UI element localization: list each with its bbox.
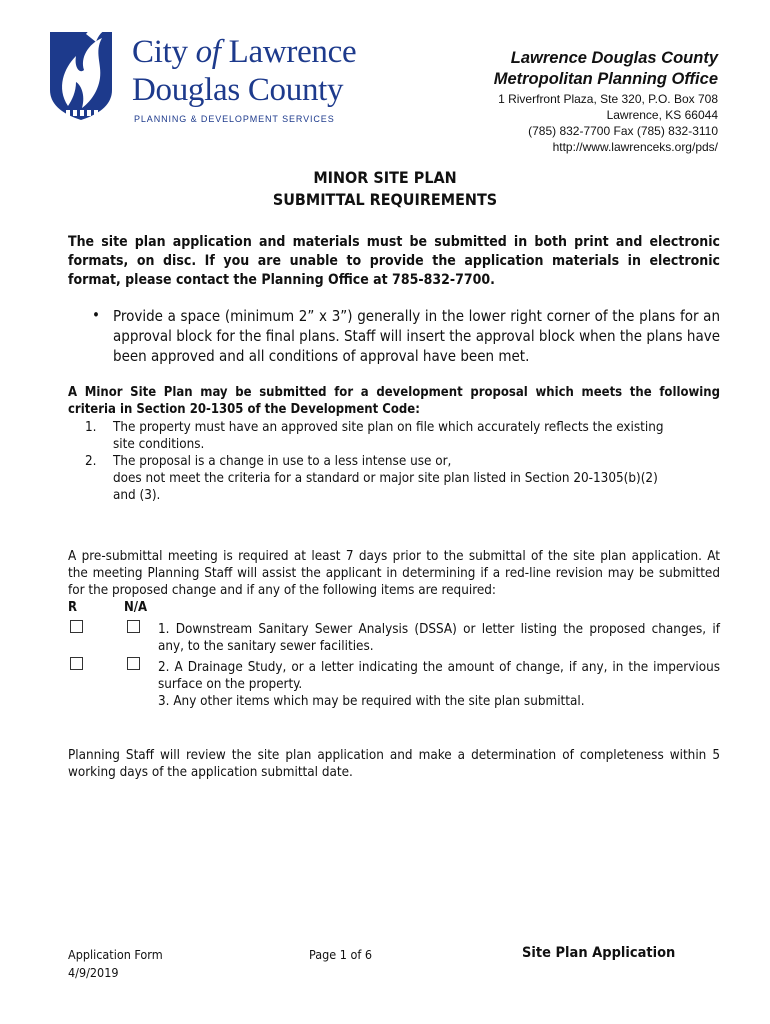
criteria-heading	[68, 384, 720, 418]
criteria-line-2: criteria in Section 20-1305 of the Development Code:	[68, 402, 420, 417]
required-item-2	[158, 659, 720, 711]
page-title	[0, 167, 770, 211]
bullet-line-1: Provide a space (minimum 2” x 3”) generally in the lower right corner of the plans for an	[113, 307, 720, 325]
office-name-1: Lawrence Douglas County	[510, 49, 718, 67]
checkbox-na-2[interactable]	[127, 657, 140, 670]
criteria-num-1: 1.	[85, 420, 97, 435]
checkbox-na-1[interactable]	[127, 620, 140, 633]
required-item-1-line-1: 1. Downstream Sanitary Sewer Analysis (DSSA) or letter listing the proposed changes, if	[158, 622, 720, 637]
office-address-1: 1 Riverfront Plaza, Ste 320, P.O. Box 708	[498, 92, 718, 106]
criteria-item-1	[113, 419, 713, 453]
footer-form-info	[68, 946, 163, 982]
city-logo	[46, 22, 357, 132]
meeting-line-2: the meeting Planning Staff will assist the applicant in determining if a red-line revision may be submitted	[68, 566, 720, 582]
intro-line-3: format, please contact the Planning Office at 785-832-7700.	[68, 272, 495, 288]
office-phone: (785) 832-7700 Fax (785) 832-3110	[528, 124, 718, 138]
office-name-2: Metropolitan Planning Office	[493, 70, 718, 88]
intro-line-1: The site plan application and materials must be submitted in both print and electronic	[68, 234, 720, 250]
review-line-1: Planning Staff will review the site plan application and make a determination of completeness within 5	[68, 748, 720, 763]
logo-of: of	[195, 34, 221, 70]
column-header-r: R	[68, 600, 78, 615]
column-header-na: N/A	[124, 600, 148, 615]
meeting-line-3: for the proposed change and if any of the following items are required:	[68, 583, 496, 599]
bullet-marker: •	[92, 306, 100, 324]
required-item-2-line-2: surface on the property.	[158, 677, 303, 693]
required-item-3-line-1: 3. Any other items which may be required with the site plan submittal.	[158, 694, 585, 710]
office-url[interactable]: http://www.lawrenceks.org/pds/	[552, 140, 718, 154]
criteria-item-2-line-1: The proposal is a change in use to a less intense use or,	[113, 454, 452, 469]
criteria-item-2-line-2: does not meet the criteria for a standard or major site plan listed in Section 20-1305(b)(2)	[113, 471, 658, 487]
criteria-item-2-line-3: and (3).	[113, 488, 161, 504]
title-line-1: MINOR SITE PLAN	[313, 168, 457, 187]
logo-subtitle: PLANNING & DEVELOPMENT SERVICES	[134, 114, 335, 124]
logo-line-city	[132, 34, 356, 70]
meeting-line-1: A pre-submittal meeting is required at least 7 days prior to the submittal of the site plan application. At	[68, 549, 720, 564]
office-address-2: Lawrence, KS 66044	[606, 108, 718, 122]
bullet-line-2: approval block for the final plans. Staff will insert the approval block when the plans have	[113, 327, 720, 345]
criteria-line-1: A Minor Site Plan may be submitted for a development proposal which meets the following	[68, 385, 720, 400]
flame-emblem-icon	[46, 22, 116, 124]
required-item-2-line-1: 2. A Drainage Study, or a letter indicating the amount of change, if any, in the impervious	[158, 660, 720, 675]
review-line-2: working days of the application submittal date.	[68, 765, 353, 781]
footer-page-number: Page 1 of 6	[309, 947, 373, 962]
footer-doc-title: Site Plan Application	[522, 945, 676, 961]
logo-lawrence: Lawrence	[220, 34, 357, 70]
intro-line-2: formats, on disc. If you are unable to provide the application materials in electronic	[68, 253, 720, 269]
checkbox-r-1[interactable]	[70, 620, 83, 633]
criteria-num-2: 2.	[85, 454, 97, 469]
footer-date: 4/9/2019	[68, 965, 119, 980]
logo-city: City	[132, 34, 196, 70]
criteria-item-1-line-1: The property must have an approved site plan on file which accurately reflects the existing	[113, 420, 664, 435]
criteria-item-1-line-2: site conditions.	[113, 437, 205, 453]
review-paragraph	[68, 747, 720, 781]
required-item-1	[158, 621, 720, 655]
footer-form-label: Application Form	[68, 947, 163, 962]
intro-paragraph	[68, 233, 720, 290]
criteria-item-2	[113, 453, 713, 505]
bullet-line-3: been approved and all conditions of approval have been met.	[113, 347, 530, 365]
checkbox-r-2[interactable]	[70, 657, 83, 670]
office-block	[418, 48, 718, 155]
title-line-2: SUBMITTAL REQUIREMENTS	[272, 190, 498, 209]
meeting-paragraph	[68, 548, 720, 600]
required-item-1-line-2: any, to the sanitary sewer facilities.	[158, 639, 374, 655]
approval-block-bullet	[113, 306, 720, 366]
logo-line-county: Douglas County	[132, 72, 344, 108]
